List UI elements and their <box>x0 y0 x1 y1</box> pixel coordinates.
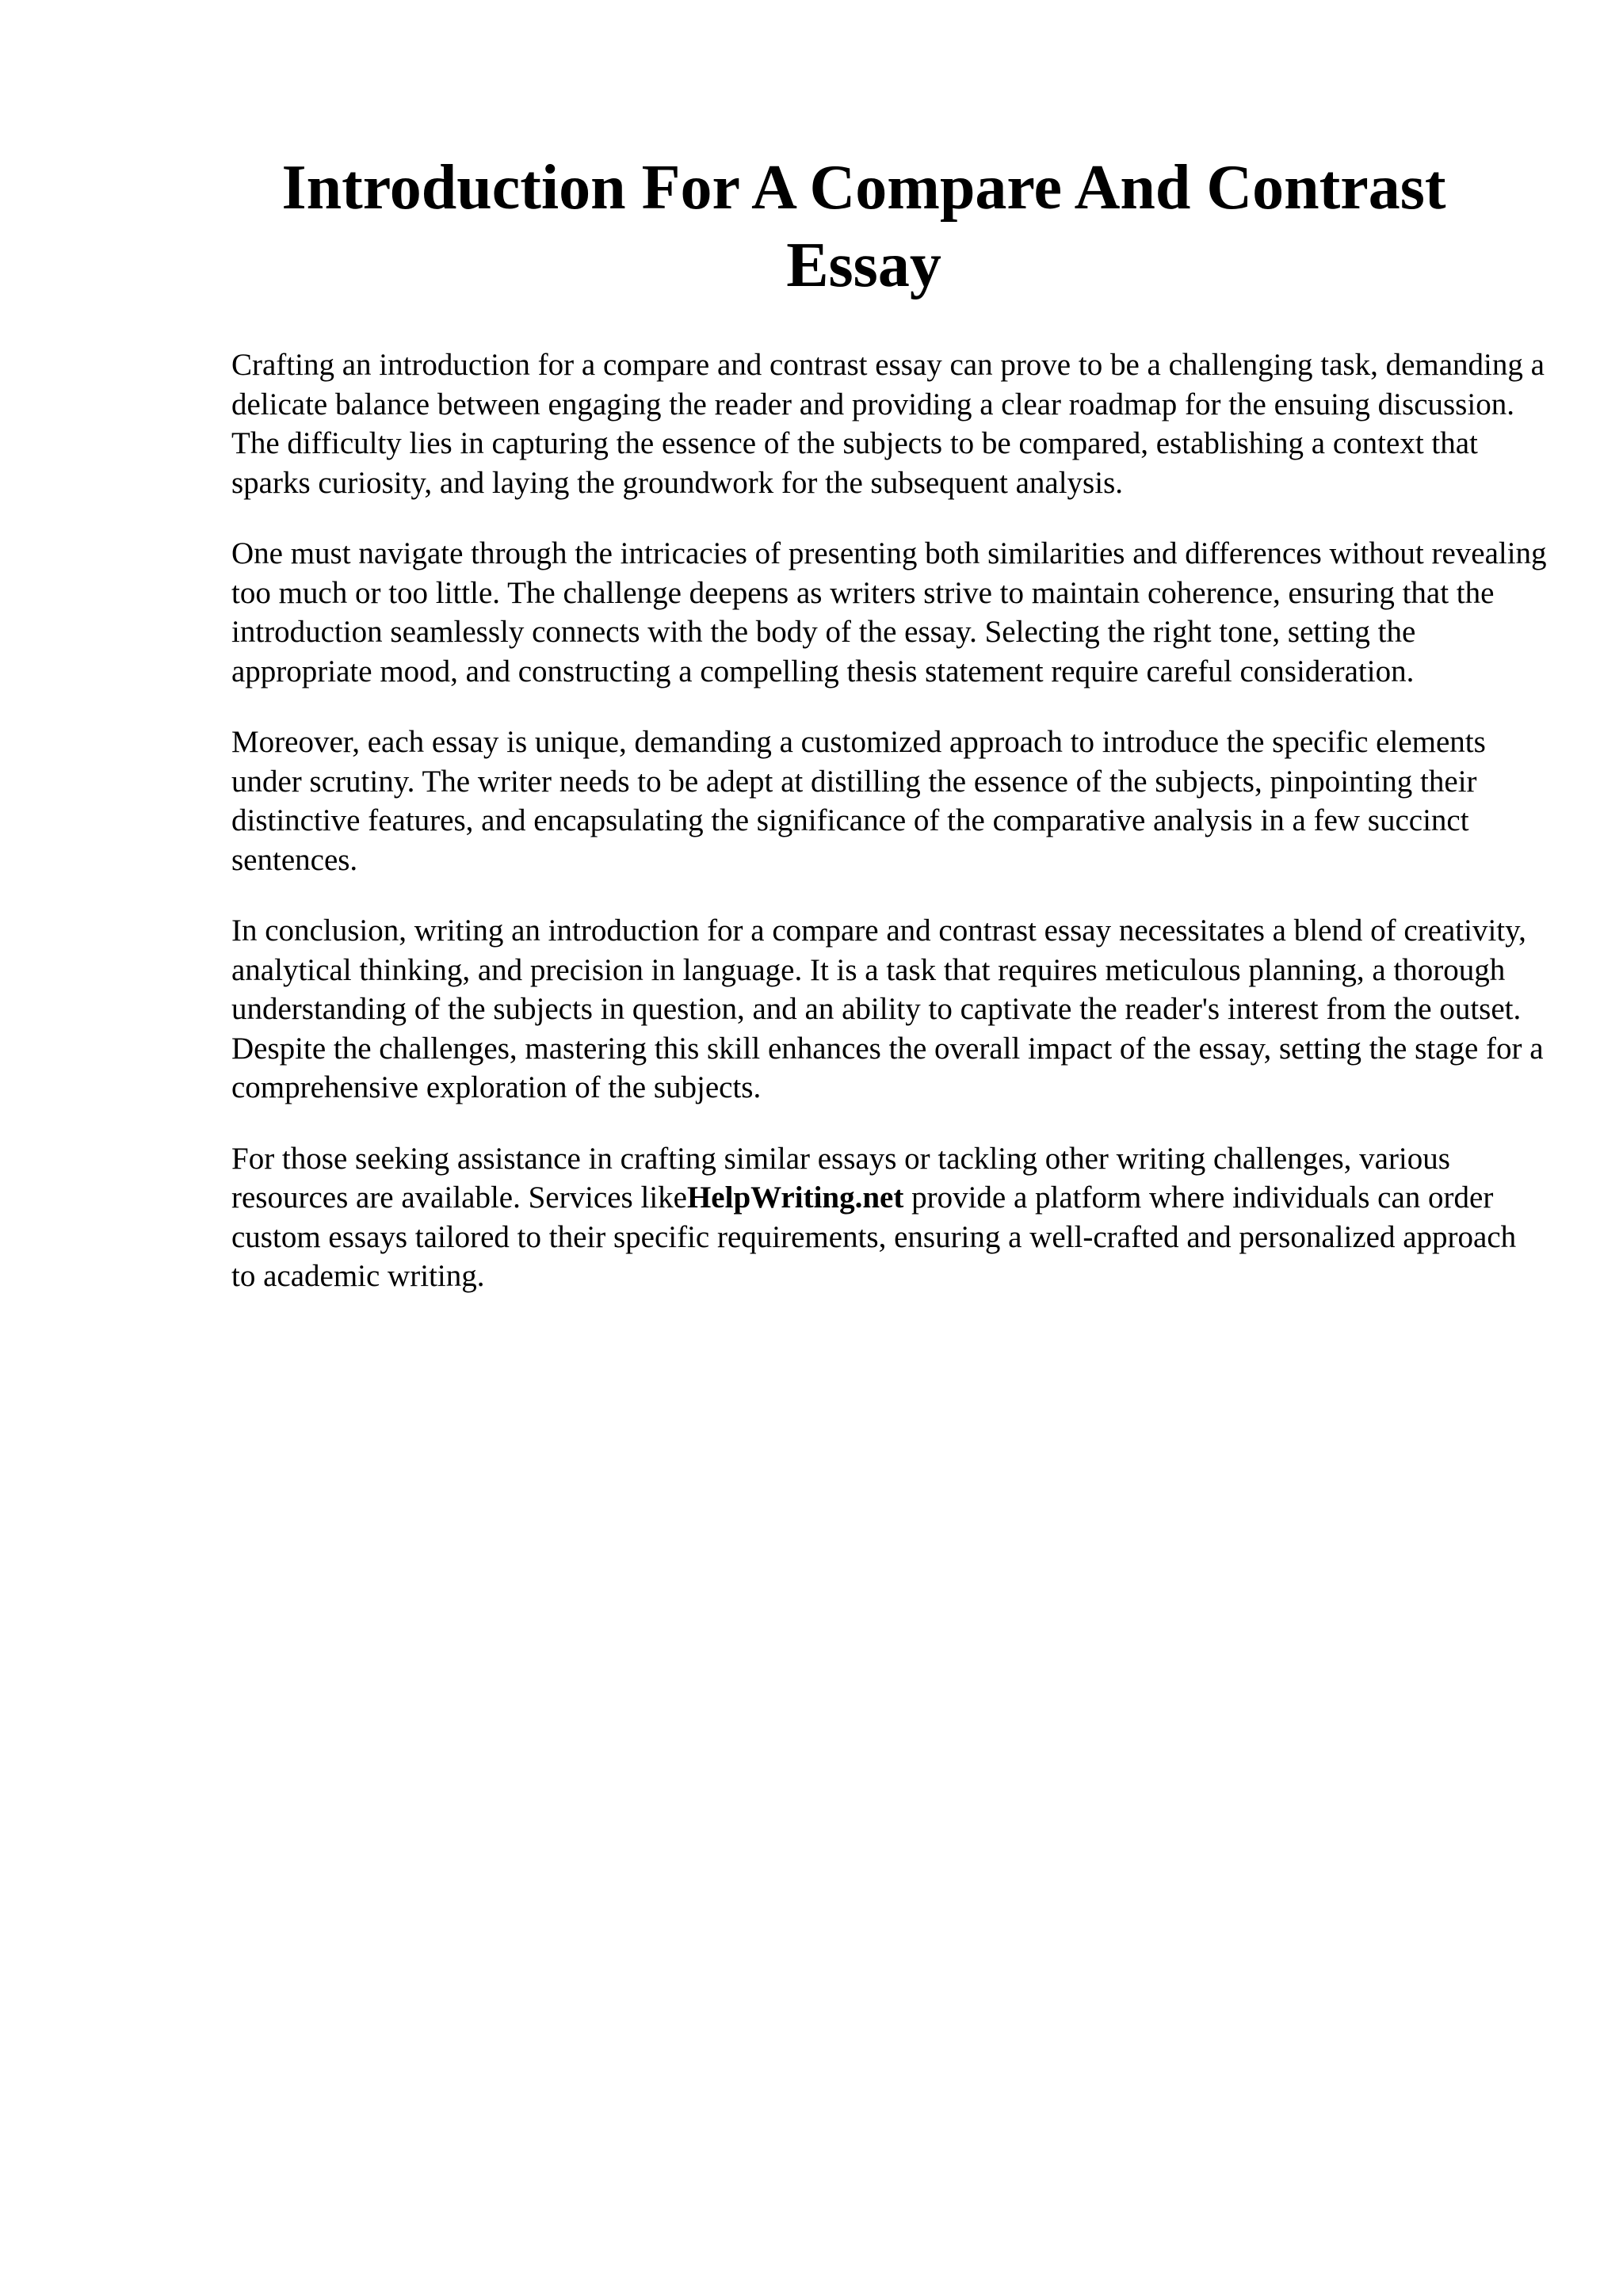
closing-paragraph <box>231 1139 1547 1296</box>
closing-text-after-link: provide a platform where individuals can order custom essays tailored to their specific requirements, ensuring a well-crafted and personalized approach to academic writing. <box>231 1180 1517 1293</box>
paragraph-2: One must navigate through the intricacies of presenting both similarities and differences without revealing too much or too little. The challenge deepens as writers strive to maintain coherence, ensuring that the introduction seamlessly connects with the body of the essay. Selecting the right tone, setting the appropriate mood, and constructing a compelling thesis statement require careful consideration. <box>231 536 1547 688</box>
document-body <box>231 345 1547 1328</box>
helpwriting-link[interactable]: HelpWriting.net <box>686 1180 904 1215</box>
paragraph-4: In conclusion, writing an introduction for a compare and contrast essay necessitates a blend of creativity, analytical thinking, and precision in language. It is a task that requires meticulous planning, a thorough understanding of the subjects in question, and an ability to captivate the reader's interest from the outset. Despite the challenges, mastering this skill enhances the overall impact of the essay, setting the stage for a comprehensive exploration of the subjects. <box>231 913 1544 1104</box>
closing-text-before-link: For those seeking assistance in crafting similar essays or tackling other writing challenges, various resources are available. Services like <box>231 1141 1450 1215</box>
paragraph-1: Crafting an introduction for a compare and contrast essay can prove to be a challenging task, demanding a delicate balance between engaging the reader and providing a clear roadmap for the ensuing discussion. The difficulty lies in capturing the essence of the subjects to be compared, establishing a context that sparks curiosity, and laying the groundwork for the subsequent analysis. <box>231 348 1545 500</box>
paragraph-3: Moreover, each essay is unique, demanding a customized approach to introduce the specific elements under scrutiny. The writer needs to be adept at distilling the essence of the subjects, pinpointing their distinctive features, and encapsulating the significance of the comparative analysis in a few succinct sentences. <box>231 725 1486 877</box>
page-title: Introduction For A Compare And Contrast Essay <box>281 153 1446 300</box>
